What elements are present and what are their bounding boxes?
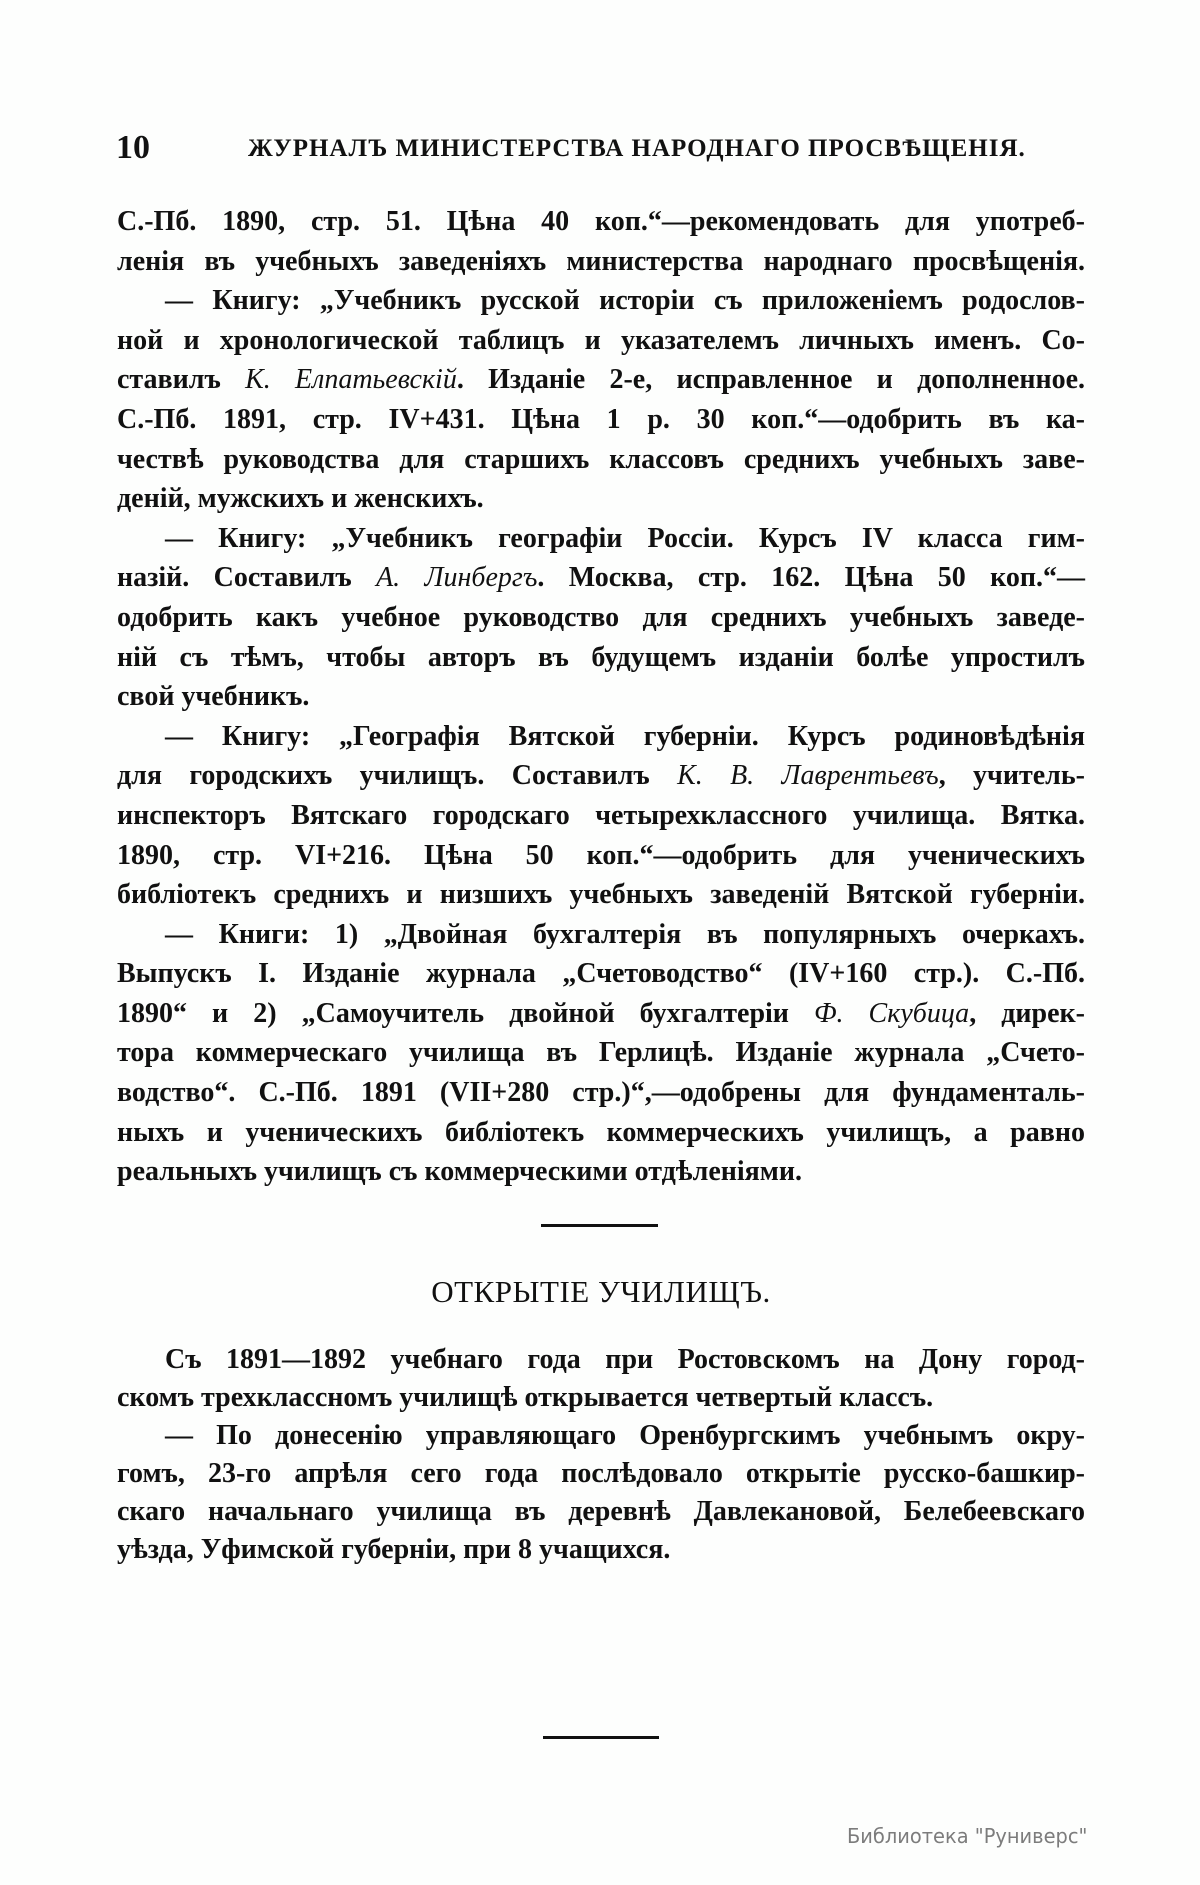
section-book-approvals	[117, 202, 1085, 1192]
text-line	[117, 875, 1085, 915]
text-line	[117, 954, 1085, 994]
text-segment: — Книги: 1) „Двойная бухгалтерія въ популярныхъ очеркахъ.	[165, 918, 1085, 950]
end-divider	[543, 1736, 659, 1739]
text-line	[117, 836, 1085, 876]
text-line	[117, 1033, 1085, 1073]
text-line	[117, 1417, 1085, 1455]
text-line	[117, 558, 1085, 598]
text-segment: скомъ трехклассномъ училищѣ открывается четвертый классъ.	[117, 1382, 934, 1413]
text-segment: одобрить какъ учебное руководство для среднихъ учебныхъ заведе-	[117, 601, 1085, 633]
text-segment: тора коммерческаго училища въ Герлицѣ. Изданіе журнала „Счето-	[117, 1037, 1085, 1069]
text-segment: , дирек-	[969, 997, 1085, 1029]
text-line	[117, 638, 1085, 678]
text-line	[117, 796, 1085, 836]
text-line	[117, 202, 1085, 242]
text-line	[117, 717, 1085, 757]
text-line	[117, 1493, 1085, 1531]
text-line	[117, 440, 1085, 480]
text-segment: библіотекъ среднихъ и низшихъ учебныхъ заведеній Вятской губерніи.	[117, 879, 1085, 911]
section-school-openings	[117, 1341, 1085, 1569]
text-segment: реальныхъ училищъ съ коммерческими отдѣленіями.	[117, 1156, 803, 1188]
text-segment: . Москва, стр. 162. Цѣна 50 коп.“—	[537, 562, 1085, 594]
text-segment: — Книгу: „Географія Вятской губерніи. Курсъ родиновѣдѣнія	[165, 720, 1085, 752]
text-segment: Съ 1891—1892 учебнаго года при Ростовскомъ на Дону город-	[165, 1344, 1085, 1375]
page-number: 10	[116, 129, 150, 166]
text-segment: . Изданіе 2-е, исправленное и дополненное.	[456, 364, 1086, 396]
text-segment: ленія въ учебныхъ заведеніяхъ министерства народнаго просвѣщенія.	[117, 245, 1085, 277]
text-segment: 1890“ и 2) „Самоучитель двойной бухгалтеріи	[117, 997, 814, 1029]
text-segment: гомъ, 23-го апрѣля сего года послѣдовало открытіе русско-башкир-	[117, 1458, 1085, 1489]
section-heading: ОТКРЫТІЕ УЧИЛИЩЪ.	[431, 1274, 771, 1309]
text-segment: ставилъ	[117, 364, 246, 396]
text-line	[117, 1113, 1085, 1153]
text-line	[117, 1152, 1085, 1192]
library-watermark: Библиотека "Руниверс"	[847, 1824, 1088, 1848]
text-segment: ныхъ и ученическихъ библіотекъ коммерческихъ училищъ, а равно	[117, 1116, 1085, 1148]
text-segment: водство“. С.-Пб. 1891 (VII+280 стр.)“,—одобрены для фундаменталь-	[117, 1077, 1085, 1109]
text-line	[117, 1073, 1085, 1113]
section-divider	[541, 1224, 658, 1227]
running-title: ЖУРНАЛЪ МИНИСТЕРСТВА НАРОДНАГО ПРОСВѢЩЕНІЯ.	[248, 135, 1026, 162]
author-name: А. Линбергъ	[376, 562, 538, 594]
text-segment: для городскихъ училищъ. Составилъ	[117, 760, 678, 792]
text-line	[117, 400, 1085, 440]
text-line	[117, 321, 1085, 361]
text-line	[117, 677, 1085, 717]
author-name: К. Елпатьевскій	[245, 364, 457, 396]
text-line	[117, 479, 1085, 519]
text-segment: С.-Пб. 1891, стр. IV+431. Цѣна 1 р. 30 коп.“—одобрить въ ка-	[117, 403, 1085, 435]
text-line	[117, 1341, 1085, 1379]
text-line	[117, 1531, 1085, 1569]
text-line	[117, 994, 1085, 1034]
text-line	[117, 360, 1085, 400]
text-segment: ній съ тѣмъ, чтобы авторъ въ будущемъ изданіи болѣе упростилъ	[117, 641, 1085, 673]
text-segment: чествѣ руководства для старшихъ классовъ среднихъ учебныхъ заве-	[117, 443, 1085, 475]
text-line	[117, 598, 1085, 638]
text-segment: назій. Составилъ	[117, 562, 377, 594]
text-segment: 1890, стр. VI+216. Цѣна 50 коп.“—одобрить для ученическихъ	[117, 839, 1085, 871]
text-segment: уѣзда, Уфимской губерніи, при 8 учащихся.	[117, 1534, 671, 1565]
text-line	[117, 915, 1085, 955]
text-segment: инспекторъ Вятскаго городскаго четырехклассного училища. Вятка.	[117, 799, 1085, 831]
author-name: К. В. Лаврентьевъ	[677, 760, 939, 792]
text-line	[117, 242, 1085, 282]
text-line	[117, 519, 1085, 559]
text-segment: — Книгу: „Учебникъ русской исторіи съ приложеніемъ родослов-	[165, 285, 1085, 317]
text-line	[117, 1379, 1085, 1417]
text-segment: — По донесенію управляющаго Оренбургскимъ учебнымъ окру-	[165, 1420, 1085, 1451]
text-segment: — Книгу: „Учебникъ географіи Россіи. Курсъ IV класса гим-	[165, 522, 1085, 554]
text-segment: ной и хронологической таблицъ и указателемъ личныхъ именъ. Со-	[117, 324, 1085, 356]
text-segment: Выпускъ I. Изданіе журнала „Счетоводство“ (IV+160 стр.). С.-Пб.	[117, 958, 1085, 990]
text-segment: С.-Пб. 1890, стр. 51. Цѣна 40 коп.“—рекомендовать для употреб-	[117, 206, 1085, 237]
text-line	[117, 281, 1085, 321]
text-segment: деній, мужскихъ и женскихъ.	[117, 483, 484, 515]
text-line	[117, 1455, 1085, 1493]
text-segment: свой учебникъ.	[117, 681, 310, 713]
author-name: Ф. Скубица	[813, 997, 970, 1029]
text-line	[117, 756, 1085, 796]
text-segment: скаго начальнаго училища въ деревнѣ Давлекановой, Белебеевскаго	[117, 1496, 1085, 1527]
text-segment: , учитель-	[938, 760, 1085, 792]
